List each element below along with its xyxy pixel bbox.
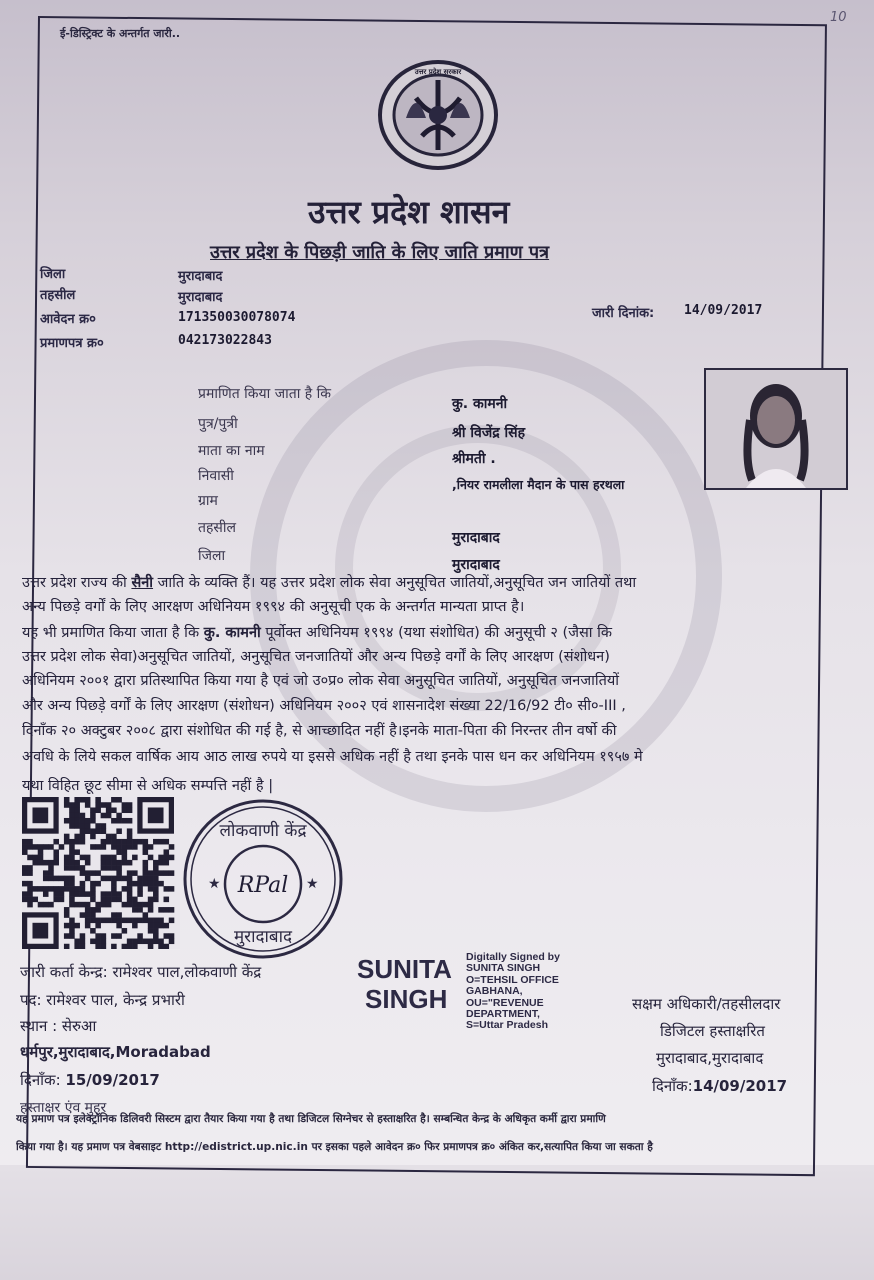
issue-date-value: 14/09/2017 — [684, 303, 763, 318]
dsig-detail-line: SUNITA SINGH — [466, 962, 541, 975]
authority-date-label: दिनाँक: — [652, 1077, 693, 1095]
page-subtitle: उत्तर प्रदेश के पिछड़ी जाति के लिए जाति प्रमाण पत्र — [210, 242, 550, 263]
tehsil-value: मुरादाबाद — [178, 290, 223, 305]
dsig-detail-line: O=TEHSIL OFFICE — [466, 973, 559, 986]
body-line-9: यथा विहित छूट सीमा से अधिक सम्पत्ति नहीं है | — [22, 778, 274, 794]
body-line-1 — [22, 572, 636, 596]
certificate-no-label: प्रमाणपत्र क्र० — [40, 336, 104, 351]
son-daughter-label: पुत्र/पुत्री — [198, 416, 238, 432]
page-bottom-margin — [0, 1165, 874, 1280]
resident-value: ,नियर रामलीला मैदान के पास हरथला — [452, 477, 625, 492]
digital-signature-name-line1: SUNITA — [357, 954, 452, 984]
application-no-label: आवेदन क्र० — [40, 312, 96, 327]
footer-line-1: यह प्रमाण पत्र इलेक्ट्रॉनिक डिलिवरी सिस्टम द्वारा तैयार किया गया है तथा डिजिटल सिग्नेचर से हस्ताक्षरित है। सम्बन्धित केन्द्र के अधिकृत कर्मी द्वारा प्रमाणि — [16, 1113, 606, 1125]
issuer-sign-label: हस्ताक्षर एंव मुहर — [20, 1100, 107, 1116]
mother-label: माता का नाम — [198, 443, 265, 459]
digital-signature-name — [357, 954, 452, 1014]
dsig-detail-line: GABHANA, — [466, 985, 523, 998]
svg-text:★: ★ — [306, 876, 319, 892]
qr-code-icon — [22, 797, 180, 949]
body-holder-name: कु. कामनी — [203, 625, 261, 641]
dsig-detail-line: DEPARTMENT, — [466, 1008, 540, 1021]
district-value: मुरादाबाद — [178, 269, 223, 284]
issuer-center: जारी कर्ता केन्द्र: रामेश्वर पाल,लोकवाणी केंद्र — [20, 963, 262, 981]
district-label: जिला — [40, 267, 66, 282]
dsig-detail-line: Digitally Signed by — [466, 951, 560, 963]
authority-signed: डिजिटल हस्ताक्षरित — [660, 1022, 765, 1040]
issue-date-label: जारी दिनांक: — [592, 306, 655, 321]
body-line-6: और अन्य पिछड़े वर्गों के लिए आरक्षण (संशोधन) अधिनियम २००२ एवं शासनादेश संख्या 22/16/92 टी० सी०-III , — [22, 698, 626, 714]
issuer-date-label: दिनाँक: — [20, 1071, 66, 1089]
authority-title: सक्षम अधिकारी/तहसीलदार — [632, 995, 781, 1013]
authority-place: मुरादाबाद,मुरादाबाद — [656, 1049, 764, 1067]
seal-bottom-text: मुरादाबाद — [233, 927, 293, 947]
issuer-post: पद: रामेश्वर पाल, केन्द्र प्रभारी — [20, 991, 185, 1009]
applicant-photo — [704, 368, 848, 490]
body-line-3b: पूर्वोक्त अधिनियम १९९४ (यथा संशोधित) की अनुसूची २ (जैसा कि — [260, 625, 613, 641]
header-note: ई-डिस्ट्रिक्ट के अन्तर्गत जारी.. — [60, 27, 181, 40]
body-line-1a: उत्तर प्रदेश राज्य की — [22, 575, 132, 591]
body-line-5: अधिनियम २००१ द्वारा प्रतिस्थापित किया गया है एवं जो उ०प्र० लोक सेवा अनुसूचित जातियों, अनुसूचित जनजातियों — [22, 673, 620, 689]
body-line-8: अवधि के लिये सकल वार्षिक आय आठ लाख रुपये या इससे अधिक नहीं है तथा इनके पास धन कर अधिनियम १९५७ मे — [22, 749, 643, 765]
svg-text:★: ★ — [208, 876, 221, 892]
holder-name: कु. कामनी — [452, 396, 508, 412]
up-government-emblem-icon — [376, 58, 500, 172]
page-title: उत्तर प्रदेश शासन — [308, 193, 510, 231]
body-line-4: उत्तर प्रदेश लोक सेवा)अनुसूचित जातियों, अनुसूचित जनजातियों और अन्य पिछड़े वर्गों के लिए आरक्षण (संशोधन) — [22, 649, 610, 665]
caste-name: सैनी — [131, 575, 154, 591]
issuer-address: धर्मपुर,मुरादाबाद,Moradabad — [20, 1043, 211, 1061]
father-name: श्री विजेंद्र सिंह — [452, 425, 526, 441]
body-line-7: दिनाँक २० अक्टुबर २००८ द्वारा संशोधित की गई है, से आच्छादित नहीं है।इनके माता-पिता की निरन्तर तीन वर्षो की — [22, 723, 617, 739]
dsig-detail-line: S=Uttar Pradesh — [466, 1019, 548, 1032]
lokvani-seal — [180, 796, 346, 962]
issuer-date — [20, 1070, 160, 1090]
village-label: ग्राम — [198, 493, 218, 509]
authority-date — [652, 1076, 787, 1096]
digital-signature-name-line2: SINGH — [365, 984, 448, 1014]
digital-signature-details — [466, 952, 560, 1032]
issuer-place: स्थान : सेरुआ — [20, 1017, 97, 1035]
body-line-3 — [22, 622, 612, 646]
tehsil-label: तहसील — [40, 288, 76, 303]
body-line-1b: जाति के व्यक्ति हैं। यह उत्तर प्रदेश लोक सेवा अनुसूचित जातियों,अनुसूचित जन जातियों तथा — [153, 575, 637, 591]
body-line-2: अन्य पिछड़े वर्गों के लिए आरक्षण अधिनियम १९९४ की अनुसूची एक के अन्तर्गत मान्यता प्राप्त है। — [22, 599, 525, 615]
issuer-date-value: 15/09/2017 — [65, 1071, 160, 1089]
seal-top-text: लोकवाणी केंद्र — [219, 821, 307, 841]
resident-label: निवासी — [198, 468, 234, 484]
certify-intro: प्रमाणित किया जाता है कि — [198, 386, 332, 402]
authority-date-value: 14/09/2017 — [692, 1077, 788, 1095]
district-value-2: मुरादाबाद — [452, 557, 500, 573]
tehsil-value-2: मुरादाबाद — [452, 530, 500, 546]
emblem-text: उत्तर प्रदेश सरकार — [414, 68, 462, 76]
seal-signature: RPal — [237, 873, 289, 898]
application-no-value: 171350030078074 — [178, 310, 296, 325]
tehsil-label-2: तहसील — [198, 520, 236, 536]
mother-name: श्रीमती . — [452, 451, 496, 467]
dsig-detail-line: OU="REVENUE — [466, 996, 544, 1009]
district-label-2: जिला — [198, 548, 226, 564]
certificate-no-value: 042173022843 — [178, 333, 272, 348]
page-number: 10 — [830, 10, 847, 25]
footer-line-2: किया गया है। यह प्रमाण पत्र वेबसाइट http://edistrict.up.nic.in पर इसका पहले आवेदन क्र० फिर प्रमाणपत्र क्र० अंकित कर,सत्यापित किया जा सकता है — [16, 1141, 653, 1153]
body-line-3a: यह भी प्रमाणित किया जाता है कि — [22, 625, 204, 641]
